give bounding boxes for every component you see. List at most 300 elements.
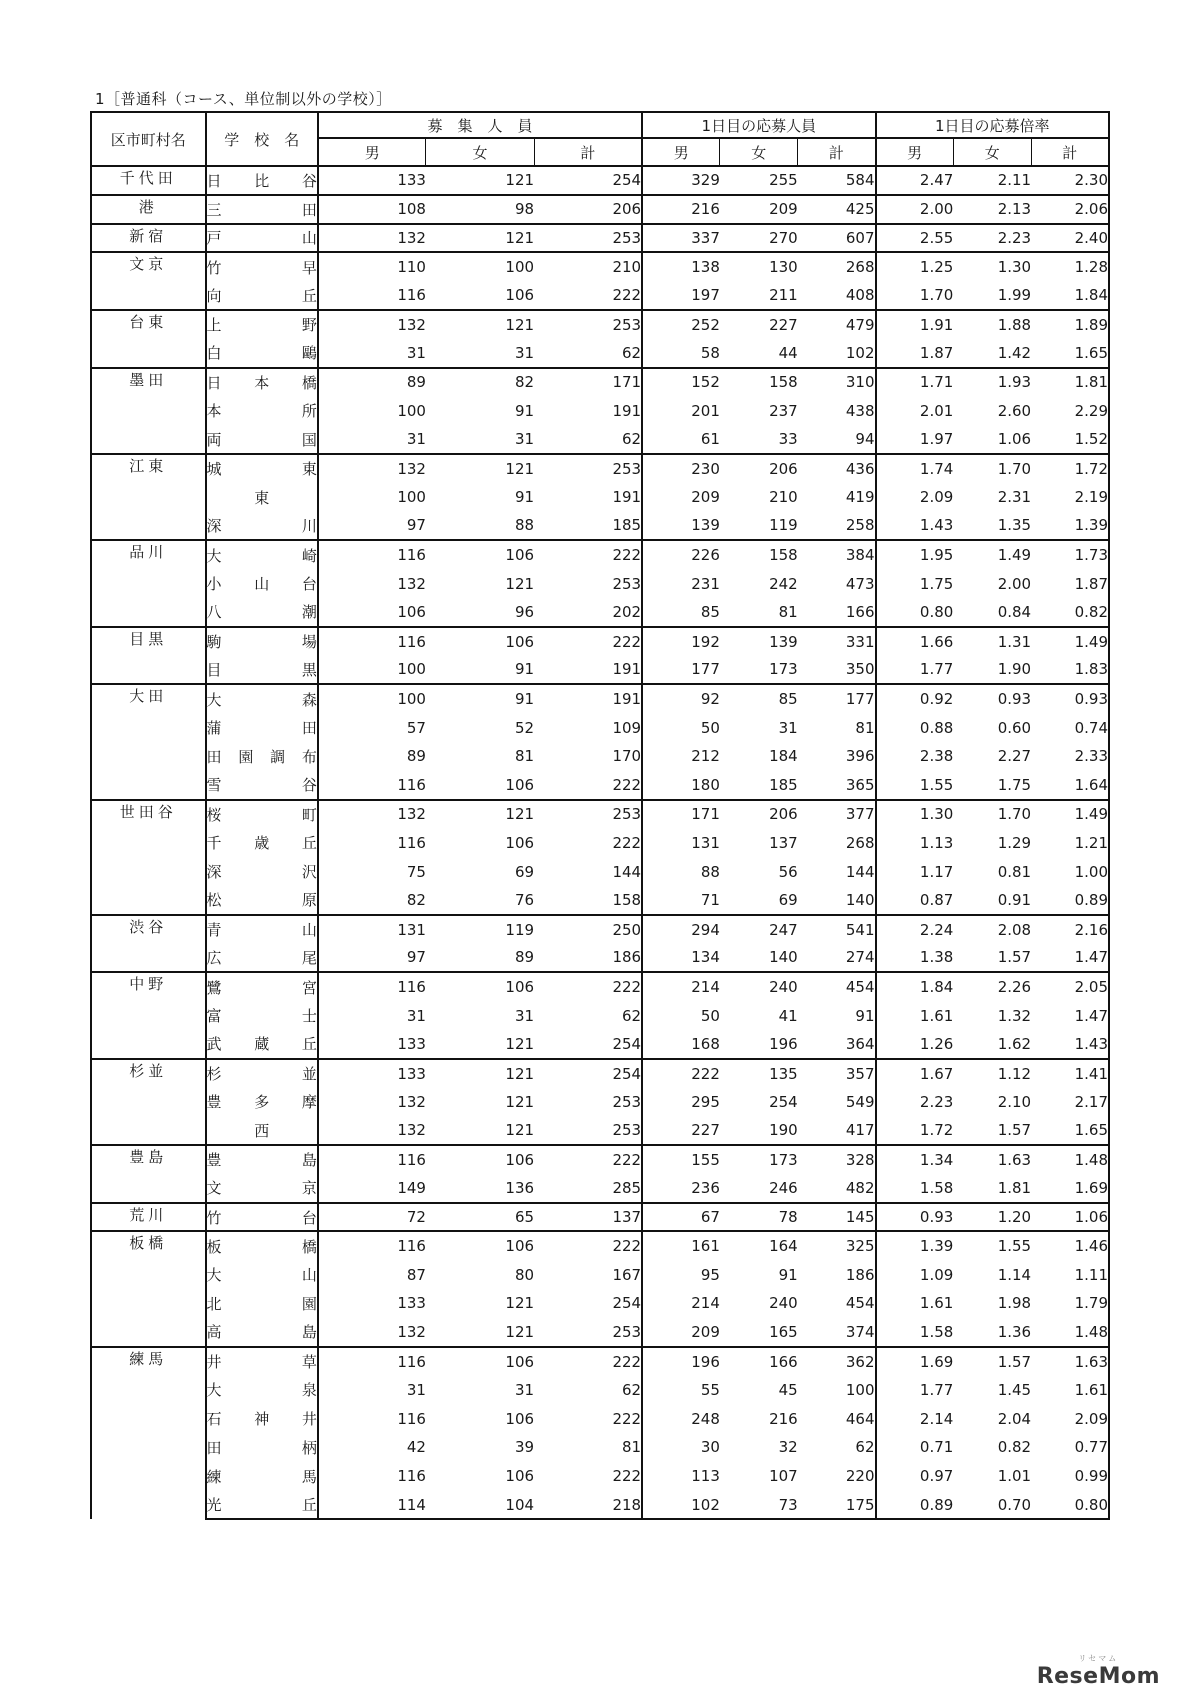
ratio-total-cell: 1.00 <box>1031 857 1109 886</box>
ratio-total-cell: 1.41 <box>1031 1059 1109 1088</box>
applicants-female-header: 女 <box>720 138 798 166</box>
applicants-male-cell: 55 <box>700 1380 720 1399</box>
ratio-male-cell: 1.13 <box>919 833 954 852</box>
ratio-male-cell: 1.58 <box>919 1178 954 1197</box>
school-name-char: 竹 <box>206 258 222 277</box>
ratio-male-cell: 1.77 <box>919 660 954 679</box>
table-row <box>91 512 1109 541</box>
ratio-total-cell: 1.39 <box>1031 512 1109 541</box>
quota-male-cell: 31 <box>406 430 426 449</box>
ratio-male-cell: 1.91 <box>876 310 954 339</box>
ratio-total-cell: 1.46 <box>1031 1231 1109 1260</box>
ratio-total-cell: 2.30 <box>1031 166 1109 195</box>
applicants-male-header: 男 <box>642 138 720 166</box>
quota-female-cell: 106 <box>426 972 534 1001</box>
quota-female-cell: 106 <box>505 1467 535 1486</box>
table-row <box>91 281 1109 310</box>
school-name-char: 山 <box>301 229 317 248</box>
applicants-male-cell: 231 <box>691 574 720 593</box>
ratio-total-cell: 0.93 <box>1031 684 1109 713</box>
school-cell <box>206 713 318 742</box>
table-row <box>91 1491 1109 1520</box>
ratio-total-cell: 1.79 <box>1031 1289 1109 1318</box>
school-name-char: 高 <box>206 1323 222 1342</box>
school-cell <box>206 771 318 800</box>
applicants-female-cell: 173 <box>769 660 798 679</box>
watermark-sub: リセマム <box>1078 1654 1119 1663</box>
school-name-char: 桜 <box>206 805 222 824</box>
ratio-female-cell: 1.63 <box>953 1145 1031 1174</box>
school-name-char: 尾 <box>301 948 317 967</box>
quota-male-cell: 133 <box>318 166 426 195</box>
applicants-male-cell: 216 <box>642 195 720 224</box>
quota-total-cell: 222 <box>534 1231 642 1260</box>
ratio-female-cell: 0.70 <box>953 1491 1031 1520</box>
applicants-male-cell: 92 <box>642 684 720 713</box>
quota-total-cell: 222 <box>534 1462 642 1491</box>
school-name-char: 谷 <box>301 776 317 795</box>
ratio-female-cell: 1.81 <box>997 1178 1032 1197</box>
applicants-total-cell: 177 <box>798 684 876 713</box>
quota-male-cell: 31 <box>406 343 426 362</box>
table-row <box>91 224 1109 253</box>
applicants-total-cell: 438 <box>798 396 876 425</box>
quota-female-cell: 121 <box>505 1034 535 1053</box>
applicants-total-cell: 268 <box>798 828 876 857</box>
school-name-char: 竹 <box>206 1208 222 1227</box>
quota-female-cell: 106 <box>505 286 535 305</box>
school-name-char: 山 <box>254 575 270 594</box>
school-cell <box>206 1088 318 1117</box>
table-row <box>91 195 1109 224</box>
quota-female-cell: 31 <box>514 430 535 449</box>
quota-male-cell: 131 <box>318 915 426 944</box>
district-cell: 杉並 <box>91 1059 206 1145</box>
quota-male-cell: 110 <box>318 252 426 281</box>
ratio-male-cell: 0.80 <box>919 602 954 621</box>
school-name-char: 布 <box>301 747 317 766</box>
school-name-char: 台 <box>301 1208 317 1227</box>
school-cell <box>206 1491 318 1520</box>
quota-male-cell: 132 <box>318 310 426 339</box>
district-cell: 墨田 <box>91 368 206 454</box>
district-cell: 世田谷 <box>91 800 206 915</box>
school-cell <box>206 1289 318 1318</box>
ratio-male-cell: 0.92 <box>876 684 954 713</box>
ratio-total-cell: 0.99 <box>1031 1462 1109 1491</box>
quota-female-cell: 121 <box>426 166 534 195</box>
ratio-total-cell: 1.84 <box>1031 281 1109 310</box>
quota-total-cell: 222 <box>534 1145 642 1174</box>
quota-total-cell: 253 <box>534 454 642 483</box>
applicants-total-cell: 186 <box>798 1260 876 1289</box>
school-name-char: 蔵 <box>254 1035 270 1054</box>
school-name-char: 柄 <box>301 1438 317 1457</box>
ratio-female-cell: 0.82 <box>997 1438 1032 1457</box>
school-name-char: 武 <box>206 1035 222 1054</box>
ratio-female-cell: 1.42 <box>997 343 1032 362</box>
school-name-char: 豊 <box>206 1093 222 1112</box>
ratio-female-cell: 1.99 <box>997 286 1032 305</box>
table-row <box>91 396 1109 425</box>
ratio-male-cell: 2.01 <box>919 401 954 420</box>
school-cell <box>206 540 318 569</box>
ratio-total-cell: 1.89 <box>1031 310 1109 339</box>
school-name-char: 向 <box>206 286 222 305</box>
school-name-char: 東 <box>301 460 317 479</box>
watermark-logo <box>1037 1653 1160 1689</box>
quota-total-cell: 62 <box>534 425 642 454</box>
ratio-total-cell: 2.17 <box>1031 1088 1109 1117</box>
school-name-char: 大 <box>206 1381 222 1400</box>
quota-total-cell: 109 <box>534 713 642 742</box>
district-cell: 港 <box>91 195 206 224</box>
applicants-total-cell: 175 <box>798 1491 876 1520</box>
school-name-char: 草 <box>301 1353 317 1372</box>
quota-male-cell: 116 <box>397 1467 426 1486</box>
school-name-char: 神 <box>254 1410 270 1429</box>
school-cell <box>206 569 318 598</box>
applicants-male-cell: 71 <box>700 890 720 909</box>
table-row <box>91 627 1109 656</box>
school-name-char: 田 <box>206 1438 222 1457</box>
quota-male-header: 男 <box>318 138 426 166</box>
applicants-female-cell: 107 <box>769 1467 798 1486</box>
quota-male-cell: 87 <box>406 1265 426 1284</box>
applicants-male-cell: 209 <box>691 1322 720 1341</box>
school-name-char: 泉 <box>301 1381 317 1400</box>
applicants-male-cell: 214 <box>642 972 720 1001</box>
school-name-char: 沢 <box>301 863 317 882</box>
quota-total-cell: 218 <box>534 1491 642 1520</box>
school-name-char: 田 <box>301 200 317 219</box>
district-cell: 渋谷 <box>91 915 206 973</box>
applicants-female-cell: 173 <box>720 1145 798 1174</box>
applicants-female-cell: 196 <box>769 1034 798 1053</box>
school-name-char: 比 <box>254 171 270 190</box>
school-cell <box>206 1318 318 1347</box>
applicants-total-cell: 607 <box>798 224 876 253</box>
table-row <box>91 540 1109 569</box>
ratio-male-cell: 1.97 <box>919 430 954 449</box>
school-name-char: 東 <box>254 488 270 507</box>
quota-male-cell: 100 <box>397 401 426 420</box>
table-row <box>91 252 1109 281</box>
quota-male-cell: 89 <box>318 368 426 397</box>
ratio-male-cell: 1.69 <box>876 1347 954 1376</box>
district-cell: 中野 <box>91 972 206 1058</box>
school-name-char: 三 <box>206 200 222 219</box>
applicants-female-cell: 184 <box>769 747 798 766</box>
school-name-char: 丘 <box>301 1496 317 1515</box>
ratio-total-cell: 0.74 <box>1031 713 1109 742</box>
quota-male-cell: 116 <box>397 1409 426 1428</box>
quota-total-cell: 170 <box>534 742 642 771</box>
applicants-total-cell: 417 <box>798 1116 876 1145</box>
ratio-total-cell: 1.61 <box>1031 1375 1109 1404</box>
school-name-char: 山 <box>301 1266 317 1285</box>
quota-total-cell: 186 <box>534 944 642 973</box>
ratio-male-cell: 1.09 <box>919 1265 954 1284</box>
quota-female-cell: 136 <box>505 1178 535 1197</box>
school-name-char: 橋 <box>301 373 317 392</box>
watermark-text: ReseMom <box>1036 1664 1160 1689</box>
ratio-female-cell: 1.12 <box>953 1059 1031 1088</box>
ratio-total-cell: 1.21 <box>1031 828 1109 857</box>
applicants-male-cell: 192 <box>642 627 720 656</box>
applicants-female-cell: 240 <box>720 972 798 1001</box>
table-row <box>91 569 1109 598</box>
applicants-male-cell: 222 <box>642 1059 720 1088</box>
applicants-total-cell: 144 <box>798 857 876 886</box>
school-cell <box>206 972 318 1001</box>
school-name-char: 川 <box>301 516 317 535</box>
table-row <box>91 1375 1109 1404</box>
quota-total-cell: 191 <box>534 396 642 425</box>
ratio-male-cell: 2.23 <box>919 1092 954 1111</box>
quota-male-cell: 132 <box>318 224 426 253</box>
school-name-char: 大 <box>206 546 222 565</box>
quota-total-cell: 222 <box>534 1404 642 1433</box>
school-name-char: 調 <box>270 747 286 766</box>
quota-male-cell: 132 <box>397 1092 426 1111</box>
applicants-female-cell: 158 <box>720 540 798 569</box>
table-row <box>91 944 1109 973</box>
ratio-female-cell: 0.91 <box>997 890 1032 909</box>
applicants-female-cell: 140 <box>769 948 798 967</box>
quota-total-cell: 158 <box>534 886 642 915</box>
school-name-char: 町 <box>301 805 317 824</box>
ratio-female-cell: 1.45 <box>997 1380 1032 1399</box>
school-name-char: 両 <box>206 430 222 449</box>
school-name-char: 八 <box>206 603 222 622</box>
applicants-female-cell: 41 <box>778 1006 798 1025</box>
quota-male-cell: 132 <box>318 800 426 829</box>
applicants-female-cell: 254 <box>769 1092 798 1111</box>
quota-female-cell: 80 <box>514 1265 535 1284</box>
ratio-female-cell: 1.70 <box>953 800 1031 829</box>
applicants-female-cell: 130 <box>720 252 798 281</box>
applicants-female-cell: 119 <box>769 516 798 535</box>
applicants-female-cell: 209 <box>720 195 798 224</box>
applicants-male-cell: 230 <box>642 454 720 483</box>
applicants-total-cell: 274 <box>798 944 876 973</box>
quota-male-cell: 82 <box>406 890 426 909</box>
ratio-male-cell: 2.24 <box>876 915 954 944</box>
school-name-char: 原 <box>301 891 317 910</box>
ratio-female-cell: 1.98 <box>997 1294 1032 1313</box>
ratio-female-cell: 1.20 <box>953 1203 1031 1232</box>
ratio-female-cell: 2.04 <box>997 1409 1032 1428</box>
applicants-male-cell: 134 <box>691 948 720 967</box>
quota-total-cell: 254 <box>534 1289 642 1318</box>
district-cell: 新宿 <box>91 224 206 253</box>
school-name-char: 丘 <box>301 286 317 305</box>
applicants-male-cell: 236 <box>691 1178 720 1197</box>
ratio-female-cell: 1.36 <box>997 1322 1032 1341</box>
applicants-total-cell: 91 <box>798 1001 876 1030</box>
ratio-male-cell: 1.70 <box>919 286 954 305</box>
quota-total-cell: 254 <box>534 1059 642 1088</box>
school-name-char: 練 <box>206 1467 222 1486</box>
district-cell: 千代田 <box>91 166 206 195</box>
quota-female-cell: 76 <box>514 890 535 909</box>
quota-male-cell: 106 <box>397 602 426 621</box>
quota-male-cell: 100 <box>397 660 426 679</box>
quota-male-cell: 116 <box>318 540 426 569</box>
applicants-total-cell: 258 <box>798 512 876 541</box>
quota-male-cell: 97 <box>406 948 426 967</box>
school-name-char: 所 <box>301 402 317 421</box>
applicants-total-cell: 362 <box>798 1347 876 1376</box>
applicants-total-cell: 350 <box>798 656 876 685</box>
ratio-male-cell: 1.26 <box>919 1034 954 1053</box>
ratio-total-header: 計 <box>1031 138 1109 166</box>
applicants-female-cell: 237 <box>769 401 798 420</box>
quota-male-cell: 132 <box>397 1322 426 1341</box>
ratio-male-cell: 1.58 <box>919 1322 954 1341</box>
applicants-male-cell: 337 <box>642 224 720 253</box>
applicants-female-cell: 165 <box>769 1322 798 1341</box>
ratio-female-cell: 1.14 <box>997 1265 1032 1284</box>
applicants-female-cell: 139 <box>720 627 798 656</box>
applicants-male-cell: 201 <box>691 401 720 420</box>
ratio-total-cell: 1.06 <box>1031 1203 1109 1232</box>
applicants-total-cell: 81 <box>798 713 876 742</box>
school-cell <box>206 396 318 425</box>
applicants-male-cell: 113 <box>691 1467 720 1486</box>
applicants-female-cell: 45 <box>778 1380 798 1399</box>
ratio-female-cell: 0.60 <box>997 718 1032 737</box>
school-name-char: 京 <box>301 1179 317 1198</box>
quota-male-cell: 116 <box>397 286 426 305</box>
ratio-male-cell: 1.74 <box>876 454 954 483</box>
table-row <box>91 1289 1109 1318</box>
applicants-total-cell: 357 <box>798 1059 876 1088</box>
ratio-female-cell: 1.55 <box>953 1231 1031 1260</box>
ratio-male-cell: 1.84 <box>876 972 954 1001</box>
school-name-char: 歳 <box>254 834 270 853</box>
table-row <box>91 1462 1109 1491</box>
ratio-female-cell: 1.62 <box>997 1034 1032 1053</box>
table-row <box>91 1059 1109 1088</box>
school-name-char: 白 <box>206 344 222 363</box>
applicants-male-cell: 139 <box>691 516 720 535</box>
school-cell <box>206 1001 318 1030</box>
school-name-char: 大 <box>206 690 222 709</box>
quota-male-cell: 116 <box>318 1231 426 1260</box>
quota-female-cell: 91 <box>514 660 535 679</box>
applicants-total-cell: 220 <box>798 1462 876 1491</box>
ratio-total-cell: 2.05 <box>1031 972 1109 1001</box>
applicants-male-cell: 155 <box>642 1145 720 1174</box>
applicants-female-cell: 73 <box>720 1491 798 1520</box>
ratio-female-cell: 1.88 <box>953 310 1031 339</box>
applicants-male-cell: 294 <box>642 915 720 944</box>
ratio-total-cell: 1.69 <box>1031 1174 1109 1203</box>
applicants-male-cell: 30 <box>700 1438 720 1457</box>
school-cell <box>206 1404 318 1433</box>
ratio-female-cell: 2.13 <box>953 195 1031 224</box>
quota-male-cell: 31 <box>406 1006 426 1025</box>
applicants-female-cell: 69 <box>778 890 798 909</box>
ratio-total-cell: 2.09 <box>1031 1404 1109 1433</box>
school-cell <box>206 1231 318 1260</box>
school-name-char: 大 <box>206 1266 222 1285</box>
table-row <box>91 828 1109 857</box>
quota-female-cell: 82 <box>426 368 534 397</box>
applicants-male-cell: 209 <box>691 488 720 507</box>
table-row <box>91 598 1109 627</box>
quota-male-cell: 114 <box>318 1491 426 1520</box>
quota-total-cell: 222 <box>534 972 642 1001</box>
school-name-char: 宮 <box>301 978 317 997</box>
applicants-total-cell: 473 <box>798 569 876 598</box>
quota-female-cell: 65 <box>426 1203 534 1232</box>
ratio-male-cell: 1.75 <box>919 574 954 593</box>
school-name-char: 北 <box>206 1294 222 1313</box>
applicants-total-cell: 479 <box>798 310 876 339</box>
school-cell <box>206 1145 318 1174</box>
quota-total-cell: 191 <box>534 684 642 713</box>
ratio-total-cell: 1.48 <box>1031 1145 1109 1174</box>
table-row <box>91 425 1109 454</box>
applicants-total-cell: 145 <box>798 1203 876 1232</box>
school-name-char: 小 <box>206 575 222 594</box>
ratio-male-cell: 1.77 <box>919 1380 954 1399</box>
table-row <box>91 915 1109 944</box>
quota-male-cell: 133 <box>318 1059 426 1088</box>
applicants-male-cell: 168 <box>691 1034 720 1053</box>
school-name-char: 鷺 <box>206 978 222 997</box>
quota-female-cell: 100 <box>426 252 534 281</box>
ratio-male-cell: 1.39 <box>876 1231 954 1260</box>
quota-female-cell: 91 <box>426 684 534 713</box>
quota-total-cell: 253 <box>534 1318 642 1347</box>
district-cell: 大田 <box>91 684 206 799</box>
ratio-female-cell: 1.57 <box>997 1121 1032 1140</box>
school-cell <box>206 483 318 512</box>
ratio-male-cell: 0.89 <box>876 1491 954 1520</box>
applicants-female-cell: 31 <box>778 718 798 737</box>
school-name-char: 駒 <box>206 633 222 652</box>
quota-female-cell: 121 <box>505 1121 535 1140</box>
ratio-female-cell: 2.26 <box>953 972 1031 1001</box>
quota-female-cell: 106 <box>426 1145 534 1174</box>
applicants-total-cell: 365 <box>798 771 876 800</box>
ratio-total-cell: 1.43 <box>1031 1030 1109 1059</box>
quota-total-cell: 62 <box>534 1375 642 1404</box>
quota-total-cell: 250 <box>534 915 642 944</box>
quota-total-header: 計 <box>534 138 642 166</box>
quota-female-cell: 91 <box>514 401 535 420</box>
ratio-female-cell: 0.84 <box>997 602 1032 621</box>
ratio-female-cell: 1.70 <box>953 454 1031 483</box>
quota-total-cell: 222 <box>534 771 642 800</box>
school-cell <box>206 252 318 281</box>
ratio-male-cell: 0.87 <box>919 890 954 909</box>
school-name-char: 石 <box>206 1410 222 1429</box>
school-name-char: 橋 <box>301 1237 317 1256</box>
school-name-char: 日 <box>206 171 222 190</box>
ratio-header: 1日目の応募倍率 <box>876 112 1109 138</box>
table-row <box>91 684 1109 713</box>
applicants-male-cell: 138 <box>642 252 720 281</box>
school-name-char: 谷 <box>301 171 317 190</box>
ratio-male-cell: 1.34 <box>876 1145 954 1174</box>
table-row <box>91 656 1109 685</box>
quota-total-cell: 210 <box>534 252 642 281</box>
